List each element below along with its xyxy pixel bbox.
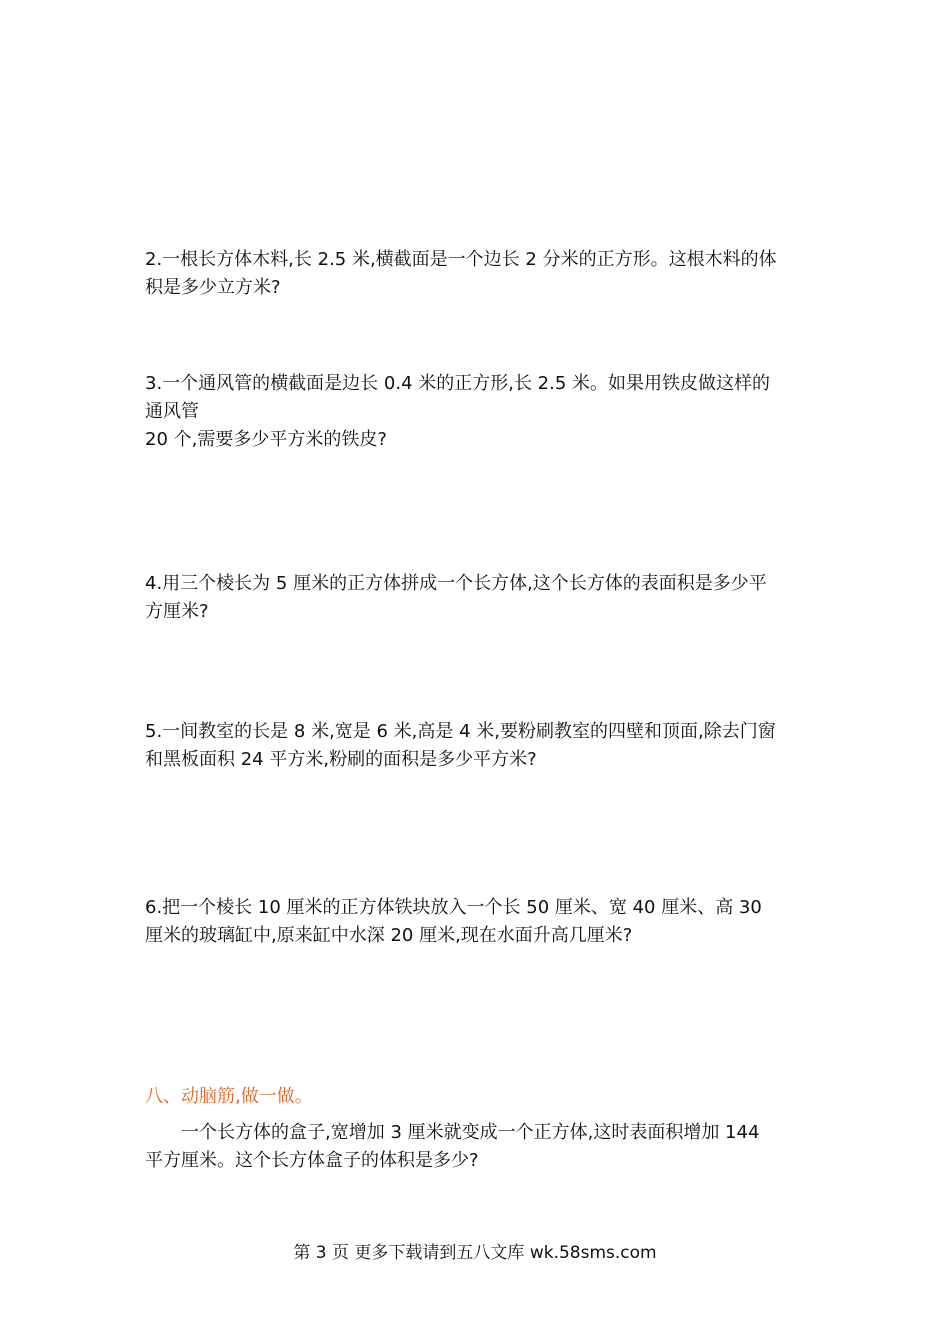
- section-question-line: 平方厘米。这个长方体盒子的体积是多少?: [145, 1150, 479, 1171]
- question-5: [145, 718, 815, 774]
- question-line: 20 个,需要多少平方米的铁皮?: [145, 429, 387, 450]
- question-line: 5.一间教室的长是 8 米,宽是 6 米,高是 4 米,要粉刷教室的四壁和顶面,除去门窗: [145, 721, 776, 742]
- question-line: 通风管: [145, 401, 199, 422]
- question-2: [145, 246, 815, 302]
- section-question: [145, 1119, 815, 1175]
- question-line: 积是多少立方米?: [145, 277, 281, 298]
- question-6: [145, 894, 815, 950]
- question-line: 方厘米?: [145, 601, 209, 622]
- question-3: [145, 370, 815, 454]
- question-4: [145, 570, 815, 626]
- section-question-line: 一个长方体的盒子,宽增加 3 厘米就变成一个正方体,这时表面积增加 144: [181, 1122, 760, 1143]
- question-line: 2.一根长方体木料,长 2.5 米,横截面是一个边长 2 分米的正方形。这根木料的体: [145, 249, 777, 270]
- section-title: 八、动脑筋,做一做。: [145, 1086, 313, 1107]
- question-line: 厘米的玻璃缸中,原来缸中水深 20 厘米,现在水面升高几厘米?: [145, 925, 633, 946]
- page-footer: 第 3 页 更多下载请到五八文库 wk.58sms.com: [293, 1243, 657, 1263]
- question-line: 3.一个通风管的横截面是边长 0.4 米的正方形,长 2.5 米。如果用铁皮做这样的: [145, 373, 771, 394]
- question-line: 6.把一个棱长 10 厘米的正方体铁块放入一个长 50 厘米、宽 40 厘米、高 30: [145, 897, 762, 918]
- question-line: 和黑板面积 24 平方米,粉刷的面积是多少平方米?: [145, 749, 537, 770]
- question-line: 4.用三个棱长为 5 厘米的正方体拼成一个长方体,这个长方体的表面积是多少平: [145, 573, 767, 594]
